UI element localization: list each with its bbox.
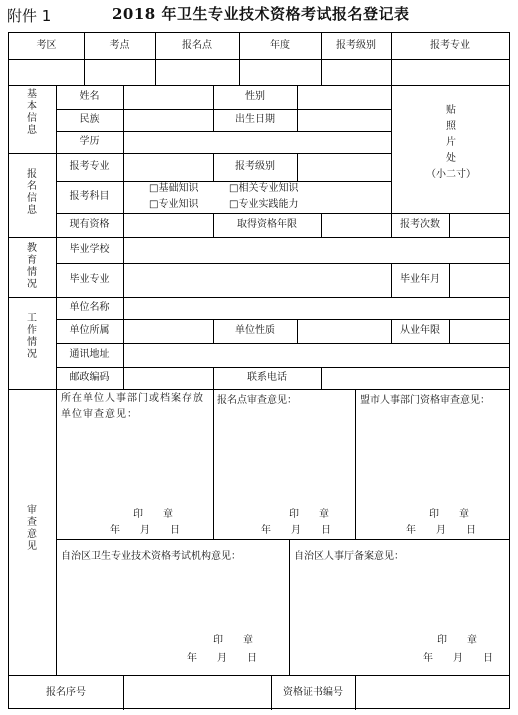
birth-date-label: 出生日期: [235, 114, 275, 125]
major-label: 报考专业: [430, 40, 470, 51]
phone-label: 联系电话: [247, 372, 287, 383]
exam-area-label: 考区: [36, 40, 57, 51]
seal-3: 印 章: [429, 509, 469, 520]
postcode-label: 邮政编码: [69, 372, 110, 383]
reg-major-label: 报考专业: [69, 161, 110, 172]
seal-4: 印 章: [213, 635, 253, 646]
address-label: 通讯地址: [69, 349, 110, 360]
city-opinion-label: 盟市人事部门资格审查意见：: [360, 395, 490, 406]
ethnicity-label: 民族: [79, 114, 100, 125]
date-2: 年 月 日: [261, 525, 331, 536]
option-basic-knowledge[interactable]: □基础知识: [149, 183, 199, 194]
photo-placeholder: 贴 照 片 处 （小二寸）: [426, 105, 476, 180]
seal-5: 印 章: [437, 635, 477, 646]
attempts-label: 报考次数: [400, 219, 440, 230]
date-3: 年 月 日: [406, 525, 476, 536]
section-registration-info: 报 名 信 息: [27, 169, 37, 216]
date-4: 年 月 日: [187, 653, 257, 664]
site-opinion-label: 报名点审查意见：: [217, 395, 297, 406]
gender-label: 性别: [245, 91, 265, 102]
unit-opinion-label: 所在单位人事部门或档案存放单位审查意见：: [61, 393, 204, 420]
annex-label: 附件 1: [7, 7, 52, 25]
date-1: 年 月 日: [110, 525, 180, 536]
grad-year-label: 毕业年月: [400, 274, 440, 285]
section-education: 教 育 情 况: [27, 243, 37, 290]
exam-site-label: 考点: [109, 40, 130, 51]
location-label: 单位所属: [69, 325, 110, 336]
option-professional-knowledge[interactable]: □专业知识: [149, 199, 199, 210]
section-work: 工 作 情 况: [27, 313, 37, 360]
seal-2: 印 章: [289, 509, 329, 520]
employer-label: 单位名称: [69, 302, 110, 313]
current-qual-label: 现有资格: [69, 219, 110, 230]
region-opinion-label: 自治区卫生专业技术资格考试机构意见：: [61, 551, 241, 562]
seal-1: 印 章: [133, 509, 173, 520]
grad-major-label: 毕业专业: [69, 274, 110, 285]
form-title: 2018 年卫生专业技术资格考试报名登记表: [112, 5, 410, 23]
reg-site-label: 报名点: [182, 40, 212, 51]
qual-years-label: 取得资格年限: [237, 219, 297, 230]
section-basic-info: 基 本 信 息: [27, 89, 37, 136]
school-label: 毕业学校: [69, 244, 110, 255]
work-years-label: 从业年限: [400, 325, 440, 336]
nature-label: 单位性质: [235, 325, 275, 336]
option-related-knowledge[interactable]: □相关专业知识: [229, 183, 299, 194]
reg-level-label: 报考级别: [235, 161, 275, 172]
level-label: 报考级别: [336, 40, 376, 51]
section-review: 审 查 意 见: [27, 505, 37, 552]
hr-opinion-label: 自治区人事厅备案意见：: [294, 551, 404, 562]
education-label: 学历: [79, 136, 100, 147]
date-5: 年 月 日: [423, 653, 493, 664]
option-practical-ability[interactable]: □专业实践能力: [229, 199, 299, 210]
cert-no-label: 资格证书编号: [283, 687, 343, 698]
subjects-label: 报考科目: [69, 191, 110, 202]
serial-label: 报名序号: [46, 687, 86, 698]
year-label: 年度: [270, 40, 290, 51]
form-table: [8, 32, 510, 709]
name-label: 姓名: [79, 91, 100, 102]
